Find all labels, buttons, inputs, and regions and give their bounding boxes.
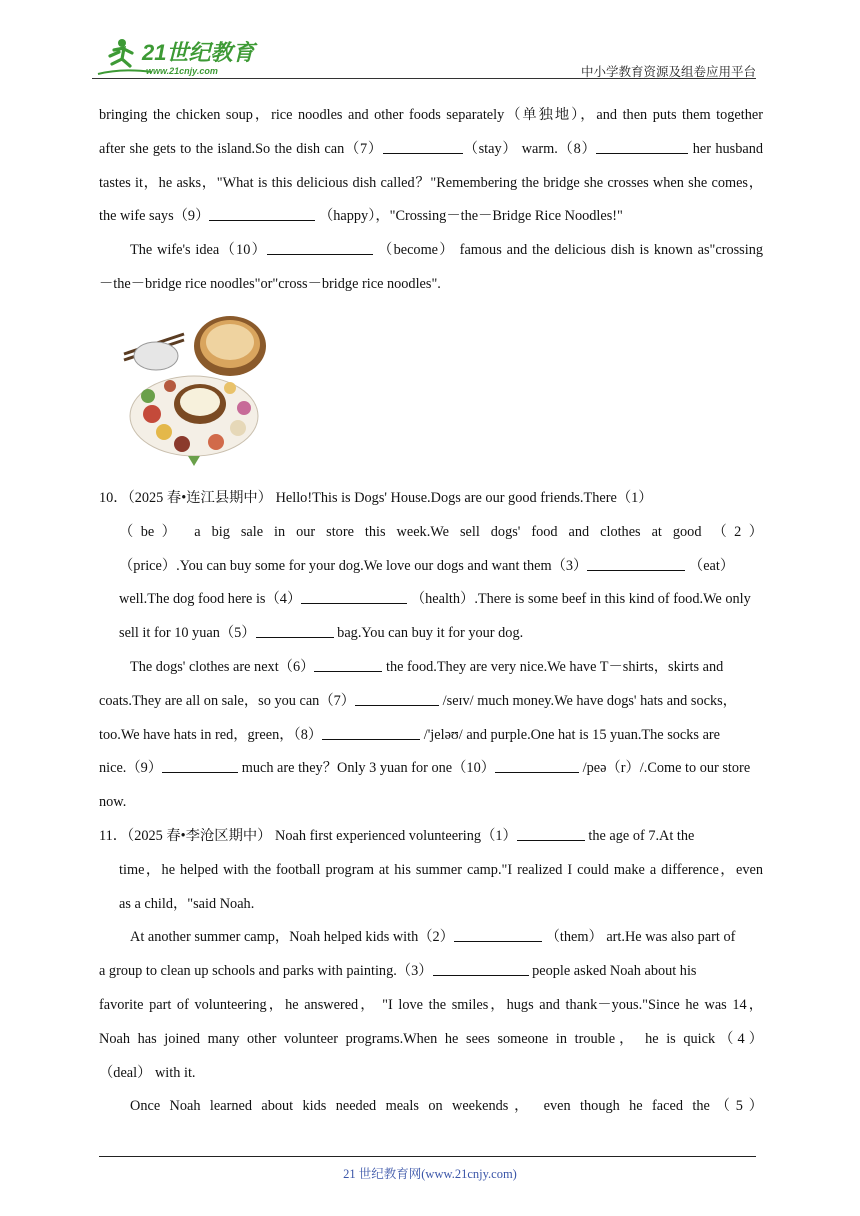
rice-noodles-illustration — [118, 306, 270, 468]
page-header — [92, 34, 756, 78]
text-line: favorite part of volunteering，he answered， "I love the smiles，hugs and thank－yous."Since he was 14， — [99, 996, 763, 1013]
text-line: bringing the chicken soup，rice noodles and other foods separately（单独地），and then puts them together — [99, 107, 763, 123]
text-line: nice.（9） much are they？Only 3 yuan for one（10） /peə（r）/.Come to our store — [99, 760, 751, 777]
answer-blank[interactable] — [587, 558, 685, 571]
answer-blank[interactable] — [517, 828, 585, 841]
svg-text:21世纪教育: 21世纪教育 — [142, 40, 255, 65]
answer-blank[interactable] — [383, 141, 463, 154]
text-line: coats.They are all on sale，so you can（7） /seɪv/ much money.We have dogs' hats and socks， — [99, 692, 737, 709]
text-line: Once Noah learned about kids needed meals on weekends， even though he faced the（5） — [130, 1098, 763, 1115]
header-divider — [92, 78, 756, 79]
question-11-header: 11．（2025 春•李沧区期中） Noah first experienced volunteering（1） the age of 7.At the — [99, 827, 695, 844]
answer-blank[interactable] — [162, 760, 238, 773]
answer-blank[interactable] — [322, 727, 420, 740]
question-10-header: 10．（2025 春•连江县期中） Hello!This is Dogs' House.Dogs are our good friends.There（1） — [99, 490, 653, 506]
text-line: well.The dog food here is（4） （health）.There is some beef in this kind of food.We only — [119, 591, 751, 608]
answer-blank[interactable] — [454, 929, 542, 942]
text-line: too.We have hats in red，green，（8） /'jeləʊ/ and purple.One hat is 15 yuan.The socks are — [99, 726, 721, 743]
text-line: now. — [99, 794, 127, 811]
text-line: （price）.You can buy some for your dog.We love our dogs and want them（3） （eat） — [119, 557, 735, 574]
document-body — [99, 99, 763, 302]
answer-blank[interactable] — [596, 141, 688, 154]
answer-blank[interactable] — [256, 625, 334, 638]
question-section — [99, 482, 763, 1124]
text-line: tastes it，he asks，"What is this delicious dish called？"Remembering the bridge she crosses when she comes， — [99, 174, 763, 191]
text-line: time，he helped with the football program at his summer camp."I realized I could make a difference，even — [119, 861, 763, 878]
text-line: Noah has joined many other volunteer programs.When he sees someone in trouble， he is quick（4） — [99, 1030, 763, 1047]
answer-blank[interactable] — [433, 963, 529, 976]
logo-21cnjy — [92, 34, 262, 78]
text-line: The dogs' clothes are next（6） the food.They are very nice.We have T－shirts，skirts and — [130, 658, 724, 675]
svg-text:www.21cnjy.com: www.21cnjy.com — [146, 66, 218, 76]
answer-blank[interactable] — [267, 242, 373, 255]
text-line: after she gets to the island.So the dish can（7） （stay） warm.（8） her husband — [99, 140, 763, 157]
answer-blank[interactable] — [314, 659, 382, 672]
text-line: a group to clean up schools and parks with painting.（3） people asked Noah about his — [99, 963, 697, 980]
text-line: as a child，"said Noah. — [119, 895, 255, 912]
answer-blank[interactable] — [355, 693, 439, 706]
text-line: the wife says（9） （happy），"Crossing－the－Bridge Rice Noodles!" — [99, 208, 623, 225]
text-line: （be） a big sale in our store this week.We sell dogs' food and clothes at good （2） — [119, 523, 763, 540]
text-line: （deal） with it. — [99, 1064, 196, 1081]
platform-title: 中小学教育资源及组卷应用平台 — [580, 64, 756, 79]
answer-blank[interactable] — [495, 760, 579, 773]
text-line: －the－bridge rice noodles"or"cross－bridge rice noodles". — [99, 275, 441, 292]
text-line: sell it for 10 yuan（5） bag.You can buy it for your dog. — [119, 625, 524, 642]
text-line: At another summer camp，Noah helped kids with（2） （them） art.He was also part of — [130, 929, 736, 946]
footer-divider — [99, 1156, 756, 1157]
text-line: The wife's idea（10） （become） famous and the delicious dish is known as"crossing — [130, 242, 764, 259]
answer-blank[interactable] — [209, 208, 315, 221]
answer-blank[interactable] — [301, 591, 407, 604]
footer-site: 21 世纪教育网(www.21cnjy.com) — [343, 1167, 517, 1181]
